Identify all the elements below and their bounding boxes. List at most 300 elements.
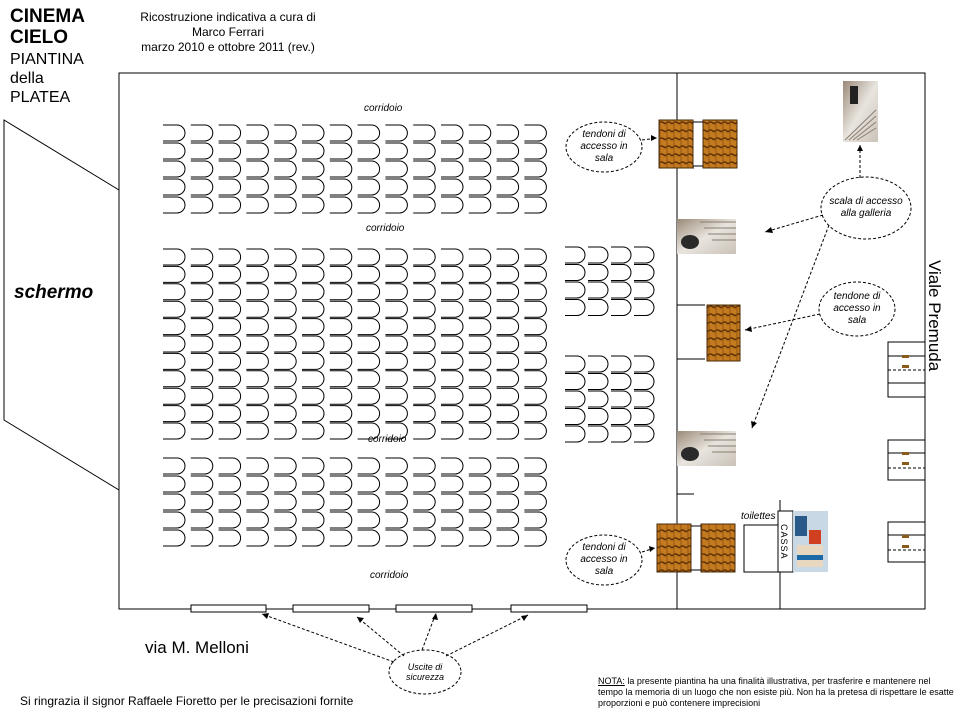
seat	[246, 179, 268, 195]
seat	[274, 249, 296, 265]
seat	[469, 530, 491, 546]
seat	[191, 512, 213, 528]
emergency-exit[interactable]	[293, 605, 369, 612]
seat	[497, 336, 519, 352]
seat	[497, 125, 519, 141]
seat	[302, 458, 324, 474]
seat	[565, 265, 585, 281]
seat	[191, 161, 213, 177]
bubble-stairs: scala di accesso alla galleria	[829, 196, 903, 219]
seat	[302, 301, 324, 317]
seat	[191, 406, 213, 422]
seat	[497, 266, 519, 282]
seat	[163, 284, 185, 300]
seat	[246, 406, 268, 422]
seat	[219, 512, 241, 528]
seat	[302, 406, 324, 422]
toilets-label: toilettes	[741, 511, 776, 522]
seat	[634, 356, 654, 372]
seat	[302, 143, 324, 159]
seat	[441, 494, 463, 510]
seat	[413, 197, 435, 213]
seat	[163, 388, 185, 404]
seat	[330, 266, 352, 282]
seat	[246, 423, 268, 439]
seat	[497, 476, 519, 492]
seat	[274, 266, 296, 282]
seat	[358, 476, 380, 492]
entrance-door[interactable]	[888, 440, 925, 480]
seat	[274, 319, 296, 335]
seat	[441, 353, 463, 369]
seat	[246, 336, 268, 352]
seat	[469, 197, 491, 213]
seat	[191, 301, 213, 317]
seat	[163, 197, 185, 213]
thanks-text: Si ringrazia il signor Raffaele Fioretto per le precisazioni fornite	[20, 694, 354, 708]
seat	[274, 284, 296, 300]
curtain[interactable]	[657, 524, 691, 572]
bubble-exits: Uscite di sicurezza	[405, 662, 444, 682]
seat	[441, 284, 463, 300]
seat	[413, 161, 435, 177]
seat	[413, 125, 435, 141]
seat	[246, 284, 268, 300]
screen	[4, 120, 119, 490]
seat	[385, 125, 407, 141]
entrance-door[interactable]	[888, 342, 925, 397]
seat	[441, 266, 463, 282]
seat	[302, 388, 324, 404]
seat	[330, 388, 352, 404]
seat	[219, 143, 241, 159]
stairs-photo	[677, 219, 736, 254]
seat	[497, 494, 519, 510]
seat	[469, 125, 491, 141]
seat	[302, 125, 324, 141]
seat	[163, 125, 185, 141]
seat	[441, 530, 463, 546]
seat	[413, 143, 435, 159]
seat	[358, 301, 380, 317]
seat	[358, 458, 380, 474]
seat	[246, 143, 268, 159]
seat	[385, 406, 407, 422]
screen-label: schermo	[14, 282, 94, 303]
seat	[358, 143, 380, 159]
seat	[634, 426, 654, 442]
seat	[611, 374, 631, 390]
seat	[588, 356, 608, 372]
seat	[634, 391, 654, 407]
seat	[413, 530, 435, 546]
seat	[330, 284, 352, 300]
seat	[191, 388, 213, 404]
seat	[358, 319, 380, 335]
seat	[413, 319, 435, 335]
seat	[413, 266, 435, 282]
seat	[524, 494, 546, 510]
seat	[385, 161, 407, 177]
seat	[385, 249, 407, 265]
seat	[358, 406, 380, 422]
seat	[524, 458, 546, 474]
seat	[246, 476, 268, 492]
seat	[302, 371, 324, 387]
seat	[413, 301, 435, 317]
seat	[588, 426, 608, 442]
seat	[588, 282, 608, 298]
seat	[497, 301, 519, 317]
seat	[246, 458, 268, 474]
seat	[191, 249, 213, 265]
seat	[246, 512, 268, 528]
seat	[191, 371, 213, 387]
corridor-label: corridoio	[366, 223, 405, 234]
seat	[302, 353, 324, 369]
seat	[330, 143, 352, 159]
credit-line: marzo 2010 e ottobre 2011 (rev.)	[141, 40, 315, 54]
curtain[interactable]	[701, 524, 735, 572]
seat	[524, 301, 546, 317]
seat	[246, 530, 268, 546]
seat	[330, 161, 352, 177]
seat	[469, 353, 491, 369]
seat	[163, 301, 185, 317]
seat	[330, 336, 352, 352]
seat	[163, 319, 185, 335]
seat	[469, 319, 491, 335]
seat	[524, 353, 546, 369]
seat	[358, 197, 380, 213]
seat	[524, 423, 546, 439]
seat	[469, 458, 491, 474]
seat	[219, 197, 241, 213]
seat	[497, 406, 519, 422]
seat	[219, 125, 241, 141]
seat	[524, 249, 546, 265]
seat	[611, 265, 631, 281]
seat	[469, 476, 491, 492]
seat	[302, 249, 324, 265]
seat	[588, 409, 608, 425]
seat	[274, 512, 296, 528]
seat	[441, 143, 463, 159]
seat	[246, 197, 268, 213]
seat	[385, 388, 407, 404]
seat	[302, 161, 324, 177]
seat	[497, 161, 519, 177]
seat	[524, 336, 546, 352]
seat	[413, 388, 435, 404]
seat	[611, 409, 631, 425]
seat	[469, 512, 491, 528]
seat	[330, 530, 352, 546]
note-body: la presente piantina ha una finalità illustrativa, per trasferire e mantenere nel tempo la memoria di un luogo che non esiste più. Non ha la pretesa di rispettare le esatte proporzioni e può contenere imprecisioni	[598, 676, 954, 708]
seat	[441, 476, 463, 492]
seat	[524, 179, 546, 195]
seat	[330, 458, 352, 474]
seat	[274, 371, 296, 387]
seat	[219, 530, 241, 546]
seat	[413, 406, 435, 422]
seat	[497, 249, 519, 265]
seat	[385, 336, 407, 352]
seat	[441, 512, 463, 528]
seat	[163, 458, 185, 474]
seat	[191, 476, 213, 492]
seat	[219, 284, 241, 300]
seat	[302, 266, 324, 282]
seat	[274, 458, 296, 474]
toilets-box	[744, 525, 778, 572]
seat	[191, 179, 213, 195]
seat	[358, 512, 380, 528]
seat	[588, 391, 608, 407]
seat	[634, 374, 654, 390]
subtitle-line: della	[10, 70, 44, 87]
seat	[469, 388, 491, 404]
seat	[358, 353, 380, 369]
seat	[524, 143, 546, 159]
seat	[358, 336, 380, 352]
title	[10, 6, 85, 48]
emergency-exit[interactable]	[396, 605, 472, 612]
seat	[163, 423, 185, 439]
seat	[497, 530, 519, 546]
seat	[588, 247, 608, 263]
seat	[565, 426, 585, 442]
seat	[524, 319, 546, 335]
seat	[469, 161, 491, 177]
seat	[524, 530, 546, 546]
seat	[441, 179, 463, 195]
seat	[385, 476, 407, 492]
seat	[330, 125, 352, 141]
seating-area	[163, 125, 654, 546]
curtain[interactable]	[659, 120, 693, 168]
seat	[163, 143, 185, 159]
seat	[497, 353, 519, 369]
seat	[330, 353, 352, 369]
seat	[565, 282, 585, 298]
seat	[634, 409, 654, 425]
seat	[385, 266, 407, 282]
seat	[358, 249, 380, 265]
seat	[497, 179, 519, 195]
seat	[274, 388, 296, 404]
seat	[588, 374, 608, 390]
seat	[219, 161, 241, 177]
seat	[441, 388, 463, 404]
seat	[191, 284, 213, 300]
seat	[274, 353, 296, 369]
credit	[110, 10, 346, 55]
seat	[302, 494, 324, 510]
seat	[497, 423, 519, 439]
seat	[497, 319, 519, 335]
seat	[302, 319, 324, 335]
seat	[191, 530, 213, 546]
seat	[497, 371, 519, 387]
curtain[interactable]	[707, 305, 740, 361]
seat	[330, 406, 352, 422]
seat	[565, 409, 585, 425]
seat	[385, 284, 407, 300]
seat	[191, 458, 213, 474]
seat	[302, 476, 324, 492]
seat	[246, 301, 268, 317]
seat	[358, 530, 380, 546]
seat	[330, 249, 352, 265]
seat	[163, 512, 185, 528]
seat	[191, 143, 213, 159]
corridor-label: corridoio	[364, 103, 403, 114]
disclaimer-note	[598, 676, 954, 709]
seat	[163, 371, 185, 387]
seat	[274, 143, 296, 159]
seat	[611, 356, 631, 372]
seat	[565, 356, 585, 372]
seat	[565, 391, 585, 407]
seat	[302, 284, 324, 300]
seat	[469, 284, 491, 300]
seat	[163, 406, 185, 422]
seat	[191, 353, 213, 369]
seat	[358, 125, 380, 141]
seat	[634, 247, 654, 263]
seat	[358, 179, 380, 195]
seat	[469, 143, 491, 159]
seat	[163, 161, 185, 177]
subtitle-line: PLATEA	[10, 89, 71, 106]
seat	[302, 530, 324, 546]
seat	[330, 197, 352, 213]
emergency-exit[interactable]	[191, 605, 266, 612]
seat	[469, 301, 491, 317]
seat	[274, 197, 296, 213]
seat	[330, 301, 352, 317]
seat	[565, 300, 585, 316]
entrance-door[interactable]	[888, 522, 925, 562]
seat	[385, 143, 407, 159]
stairs-photo	[677, 431, 736, 466]
seat	[163, 530, 185, 546]
seat	[358, 266, 380, 282]
seat	[163, 266, 185, 282]
seat	[163, 336, 185, 352]
seat	[385, 197, 407, 213]
bubble-curtains-top: tendoni di accesso in sala	[580, 129, 628, 164]
seat	[302, 197, 324, 213]
corridor-label: corridoio	[370, 570, 409, 581]
seat	[163, 249, 185, 265]
seat	[219, 476, 241, 492]
seat	[469, 406, 491, 422]
seat	[441, 371, 463, 387]
seat	[413, 249, 435, 265]
seat	[441, 406, 463, 422]
seat	[385, 458, 407, 474]
seat	[385, 512, 407, 528]
seat	[634, 265, 654, 281]
seat	[611, 426, 631, 442]
seat	[441, 161, 463, 177]
seat	[441, 301, 463, 317]
seat	[358, 371, 380, 387]
seat	[274, 161, 296, 177]
seat	[330, 371, 352, 387]
curtain[interactable]	[703, 120, 737, 168]
seat	[524, 371, 546, 387]
seat	[163, 353, 185, 369]
seat	[219, 458, 241, 474]
seat	[441, 125, 463, 141]
seat	[219, 494, 241, 510]
seat	[441, 249, 463, 265]
street-label-east: Viale Premuda	[925, 260, 944, 372]
seat	[191, 423, 213, 439]
seat	[274, 301, 296, 317]
seat	[524, 476, 546, 492]
stairs-photo	[843, 81, 878, 142]
seat	[219, 388, 241, 404]
seat	[302, 423, 324, 439]
seat	[219, 371, 241, 387]
seat	[524, 406, 546, 422]
seat	[302, 179, 324, 195]
seat	[330, 494, 352, 510]
seat	[413, 494, 435, 510]
seat	[469, 494, 491, 510]
seat	[441, 423, 463, 439]
seat	[611, 282, 631, 298]
seat	[497, 197, 519, 213]
seat	[358, 388, 380, 404]
seat	[497, 284, 519, 300]
seat	[385, 371, 407, 387]
seat	[413, 353, 435, 369]
seat	[413, 512, 435, 528]
credit-line: Marco Ferrari	[191, 25, 264, 39]
note-head: NOTA:	[598, 676, 625, 686]
seat	[246, 125, 268, 141]
seat	[385, 353, 407, 369]
seat	[441, 319, 463, 335]
corridor-label: corridoio	[368, 434, 407, 445]
seat	[634, 300, 654, 316]
seat	[163, 494, 185, 510]
seat	[274, 423, 296, 439]
seat	[469, 179, 491, 195]
subtitle	[10, 50, 84, 107]
cassa-label: CASSA	[779, 524, 789, 560]
seat	[634, 282, 654, 298]
seat	[191, 197, 213, 213]
seat	[246, 494, 268, 510]
seat	[163, 179, 185, 195]
seat	[358, 494, 380, 510]
seat	[413, 336, 435, 352]
seat	[413, 179, 435, 195]
title-line: CIELO	[10, 27, 69, 48]
seat	[330, 423, 352, 439]
emergency-exit[interactable]	[511, 605, 587, 612]
seat	[219, 249, 241, 265]
seat	[385, 179, 407, 195]
seat	[191, 336, 213, 352]
seat	[469, 336, 491, 352]
